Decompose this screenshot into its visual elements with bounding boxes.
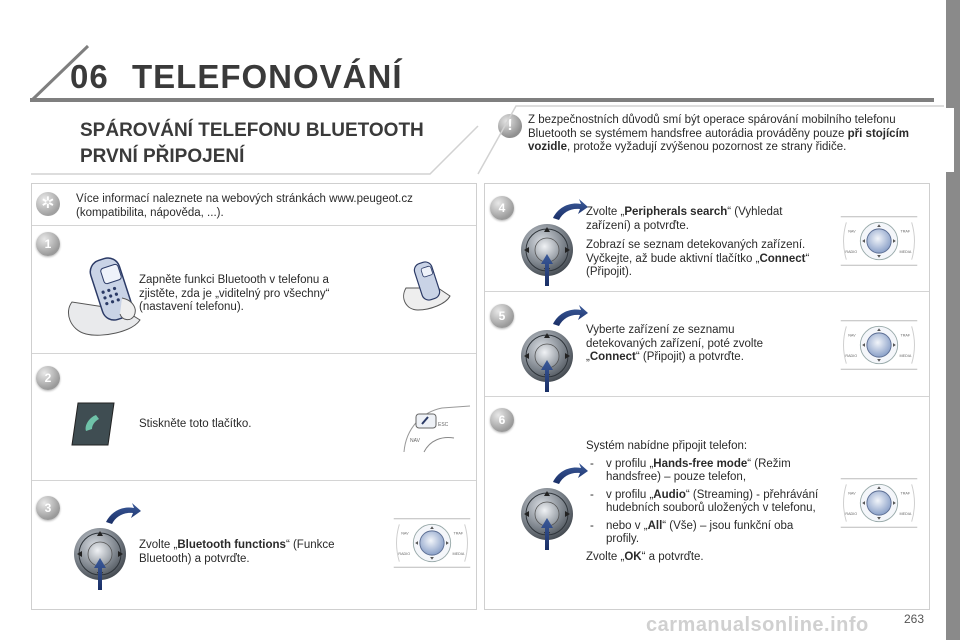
control-panel-illustration — [837, 474, 921, 532]
divider — [485, 396, 929, 397]
header-corner-decoration — [30, 44, 90, 104]
step-2-text: Stiskněte toto tlačítko. — [139, 418, 252, 430]
profile-option: - nebo v „All“ (Vše) – jsou funkční oba profily. — [586, 520, 826, 547]
esc-label: ESC — [438, 422, 449, 428]
step-6-confirm: Zvolte „OK“ a potvrďte. — [586, 550, 704, 563]
knob-illustration — [72, 502, 142, 592]
warning-text: Z bezpečnostních důvodů smí být operace spárování mobilního telefonu Bluetooth se systémem handsfree autorádia prováděny pouze při stojícím vozidle, protože vyžadují zvýšenou pozornost ze strany řidiče. — [528, 114, 910, 153]
divider — [32, 480, 476, 481]
knob-illustration — [519, 462, 589, 552]
page-edge-strip — [946, 0, 960, 640]
step-badge-4: 4 — [490, 196, 514, 220]
page-number: 263 — [904, 612, 925, 626]
section-title-frame — [30, 108, 480, 176]
section-title-line1: SPÁROVÁNÍ TELEFONU BLUETOOTH — [80, 120, 424, 141]
step-6-intro: Systém nabídne připojit telefon: — [586, 440, 748, 452]
control-panel-illustration — [390, 514, 474, 572]
step-badge-1: 1 — [36, 232, 60, 256]
header-rule — [30, 98, 934, 102]
knob-illustration — [519, 304, 589, 394]
divider — [485, 291, 929, 292]
phone-button-illustration — [68, 401, 118, 447]
divider — [32, 225, 476, 226]
info-text: Více informací naleznete na webových stránkách www.peugeot.cz (kompatibilita, nápověda, ...). — [76, 193, 413, 219]
left-steps-panel — [31, 183, 477, 610]
profile-options-list — [586, 458, 826, 547]
dashboard-button-illustration — [402, 404, 472, 454]
step-badge-5: 5 — [490, 304, 514, 328]
section-title-line2: PRVNÍ PŘIPOJENÍ — [80, 146, 245, 167]
control-panel-illustration — [837, 316, 921, 374]
profile-option: - v profilu „Hands-free mode“ (Režim handsfree) – pouze telefon, — [586, 458, 826, 485]
phone-in-hand-illustration — [62, 252, 152, 338]
step-6-text — [586, 440, 826, 564]
step-1-text: Zapněte funkci Bluetooth v telefonu a zjistěte, zda je „viditelný pro všechny“ (nastavení telefonu). — [139, 274, 330, 313]
step-5-text: Vyberte zařízení ze seznamu detekovaných zařízení, poté zvolte „Connect“ (Připojit) a potvrďte. — [586, 324, 764, 363]
step-badge-3: 3 — [36, 496, 60, 520]
step-4-text: Zvolte „Peripherals search“ (Vyhledat zařízení) a potvrďte. Zobrazí se seznam detekovaných zařízení. Vyčkejte, až bude aktivní tlačítko „Connect“ (Připojit). — [586, 206, 810, 278]
profile-option: - v profilu „Audio“ (Streaming) - přehrávání hudebních souborů uložených v telefonu, — [586, 489, 826, 516]
chapter-title: TELEFONOVÁNÍ — [132, 58, 403, 95]
step-badge-6: 6 — [490, 408, 514, 432]
step-badge-2: 2 — [36, 366, 60, 390]
nav-label: NAV — [410, 438, 420, 444]
right-steps-panel — [484, 183, 930, 610]
control-panel-illustration — [837, 212, 921, 270]
divider — [32, 353, 476, 354]
exclamation-icon: ! — [498, 114, 522, 138]
warning-frame — [476, 104, 946, 176]
step-3-text: Zvolte „Bluetooth functions“ (Funkce Bluetooth) a potvrďte. — [139, 539, 335, 565]
watermark: carmanualsonline.info — [646, 614, 869, 636]
chapter-number: 06 — [70, 58, 109, 95]
phone-small-illustration — [400, 258, 458, 312]
gear-icon: ✲ — [36, 192, 60, 216]
knob-illustration — [519, 198, 589, 288]
